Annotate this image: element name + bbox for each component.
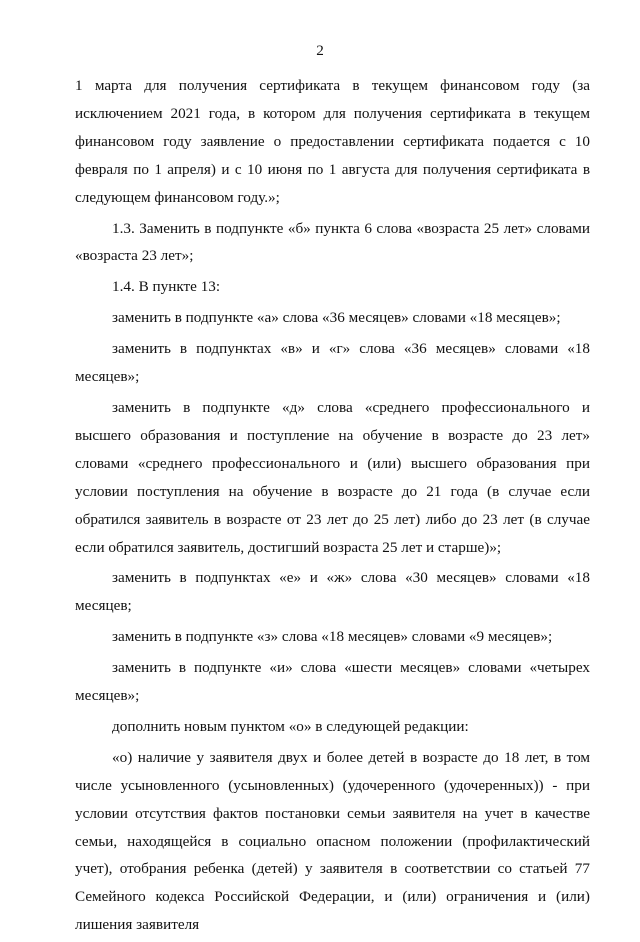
paragraph-item-1-4: 1.4. В пункте 13: [112,278,221,296]
paragraph-subitem-i: заменить в подпункте «и» слова «шести месяцев» словами «четырех месяцев»; [75,659,590,705]
paragraph-add-subitem-o: дополнить новым пунктом «о» в следующей редакции: [112,717,469,735]
paragraph-subitem-z: заменить в подпункте «з» слова «18 месяцев» словами «9 месяцев»; [112,628,553,646]
paragraph-item-1-3: 1.3. Заменить в подпункте «б» пункта 6 слова «возраста 25 лет» словами «возраста 23 лет»; [75,219,590,265]
paragraph-subitem-d: заменить в подпункте «д» слова «среднего профессионального и высшего образования и поступление на обучение в возрасте до 23 лет» словами «среднего профессионального и (или) высшего образования при условии поступления на обучение в возрасте до 21 года (в случае если обратился заявитель в возрасте от 23 лет до 25 лет) либо до 23 лет (в случае если обратился заявитель, достигший возраста 25 лет и старше)»; [75,398,590,556]
paragraph-continuation: 1 марта для получения сертификата в текущем финансовом году (за исключением 2021 года, в котором для получения сертификата в текущем финансовом году заявление о предоставлении сертификата подается с 10 февраля по 1 апреля) и с 10 июня по 1 августа для получения сертификата в следующем финансовом году.»; [75,77,590,206]
paragraph-subitem-o-text: «о) наличие у заявителя двух и более детей в возрасте до 18 лет, в том числе усыновленного (усыновленных) (удочеренного (удочеренных)) - при условии отсутствия фактов постановки семьи заявителя на учет в качестве семьи, находящейся в социально опасном положении (профилактический учет), отобрания ребенка (детей) у заявителя в соответствии со статьей 77 Семейного кодекса Российской Федерации, и (или) ограничения и (или) лишения заявителя [75,748,590,934]
document-body [75,72,590,942]
paragraph-subitem-a: заменить в подпункте «а» слова «36 месяцев» словами «18 месяцев»; [112,309,561,327]
paragraph-subitem-e-zh: заменить в подпунктах «е» и «ж» слова «30 месяцев» словами «18 месяцев; [75,569,590,615]
paragraph-subitem-v-g: заменить в подпунктах «в» и «г» слова «36 месяцев» словами «18 месяцев»; [75,340,590,386]
page-number: 2 [316,42,324,59]
